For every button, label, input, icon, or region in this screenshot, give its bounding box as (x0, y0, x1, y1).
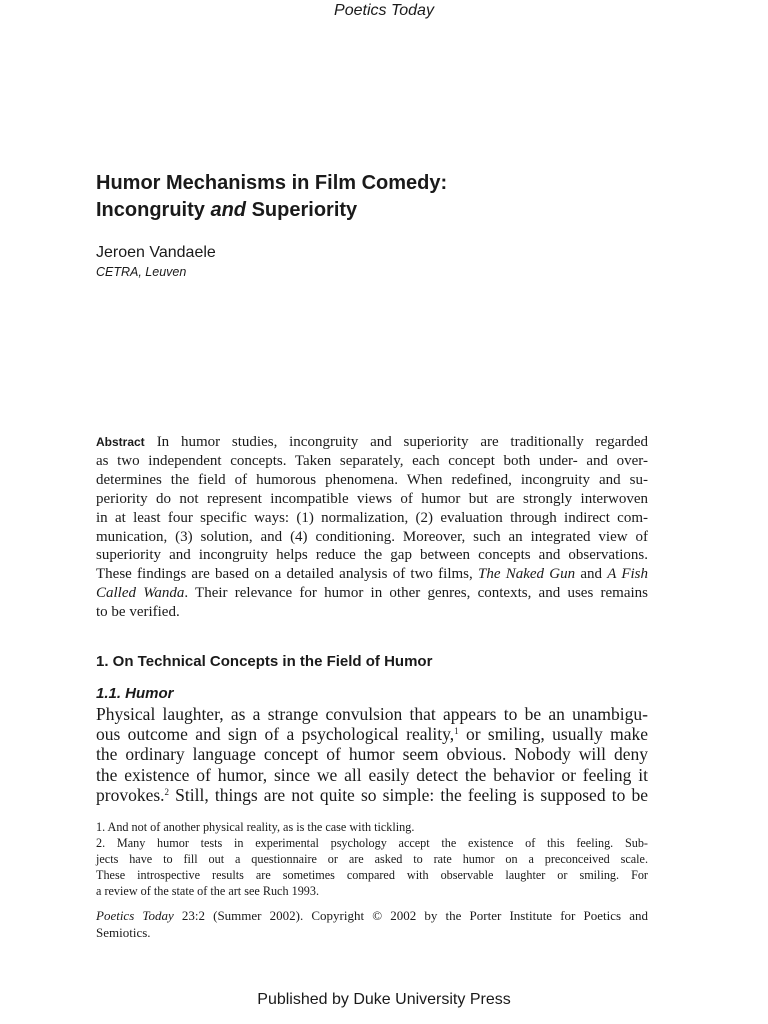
publisher-footer: Published by Duke University Press (257, 991, 511, 1008)
title-word-and: and (210, 199, 247, 221)
section-heading: 1. On Technical Concepts in the Field of Humor (96, 653, 433, 670)
body-line: the existence of humor, since we all easily detect the behavior or feeling it (96, 764, 648, 785)
abstract-line: periority do not represent incompatible views of humor but are strongly interwoven (96, 490, 648, 507)
title-line-2 (96, 197, 656, 224)
film-title-fish-wanda-2: Called Wanda (96, 585, 185, 602)
body-line: Physical laughter, as a strange convulsion that appears to be an unambigu- (96, 704, 648, 724)
copyright-line: Poetics Today 23:2 (Summer 2002). Copyright © 2002 by the Porter Institute for Poetics and (96, 908, 648, 923)
footnote-ref-1[interactable]: 1 (454, 726, 459, 737)
subsection-heading: 1.1. Humor (96, 685, 174, 702)
copyright-notice (96, 908, 648, 941)
film-title-naked-gun: The Naked Gun (477, 566, 576, 583)
copyright-journal: Poetics Today (96, 908, 174, 923)
copyright-line: Semiotics. (96, 924, 151, 940)
footnote-2-line: a review of the state of the art see Ruch 1993. (96, 883, 320, 898)
abstract-line: determines the field of humorous phenomena. When redefined, incongruity and su- (96, 471, 648, 488)
abstract-line: munication, (3) solution, and (4) conditioning. Moreover, such an integrated view of (96, 528, 648, 545)
body-line: ous outcome and sign of a psychological reality,$^1$ or smiling, usually make (96, 724, 648, 745)
title-word-superiority: Superiority (251, 199, 358, 221)
abstract-line: Called Wanda. Their relevance for humor in other genres, contexts, and uses remains (96, 585, 648, 602)
title-line-1: Humor Mechanisms in Film Comedy: (96, 172, 448, 194)
abstract-line: These findings are based on a detailed analysis of two films, The Naked Gun and A Fish (96, 566, 649, 583)
footnote-2-line: jects have to fill out a questionnaire or are asked to rate humor on a preconceived scale. (96, 851, 648, 866)
body-text (96, 704, 648, 805)
abstract-line: in at least four specific ways: (1) normalization, (2) evaluation through indirect com- (96, 509, 648, 526)
abstract-label: Abstract (96, 435, 145, 449)
author-affiliation: CETRA, Leuven (96, 265, 187, 279)
article-title (96, 170, 656, 224)
footnote-2-line: 2. Many humor tests in experimental psychology accept the existence of this feeling. Sub- (96, 835, 648, 850)
abstract-line: as two independent concepts. Taken separately, each concept both under- and over- (96, 452, 648, 469)
abstract (96, 433, 648, 622)
title-word-incongruity: Incongruity (96, 199, 205, 221)
abstract-line: superiority and incongruity helps reduce the gap between concepts and observations. (96, 547, 648, 564)
author-name: Jeroen Vandaele (96, 244, 216, 261)
footnote-ref-2[interactable]: 2 (164, 786, 170, 797)
film-title-fish-wanda-1: A Fish (607, 566, 649, 583)
running-header: Poetics Today (334, 2, 434, 19)
footnote-2-line: These introspective results are sometimes compared with observable laughter or smiling. For (96, 867, 648, 882)
body-line: the ordinary language concept of humor seem obvious. Nobody will deny (96, 744, 648, 765)
abstract-line: to be verified. (96, 604, 180, 621)
body-line: provokes.$^2$ Still, things are not quite so simple: the feeling is supposed to be (96, 784, 648, 805)
footnotes (96, 820, 648, 900)
abstract-line: Abstract In humor studies, incongruity and superiority are traditionally regarded (96, 434, 648, 450)
footnote-1: 1. And not of another physical reality, as is the case with tickling. (96, 820, 415, 834)
